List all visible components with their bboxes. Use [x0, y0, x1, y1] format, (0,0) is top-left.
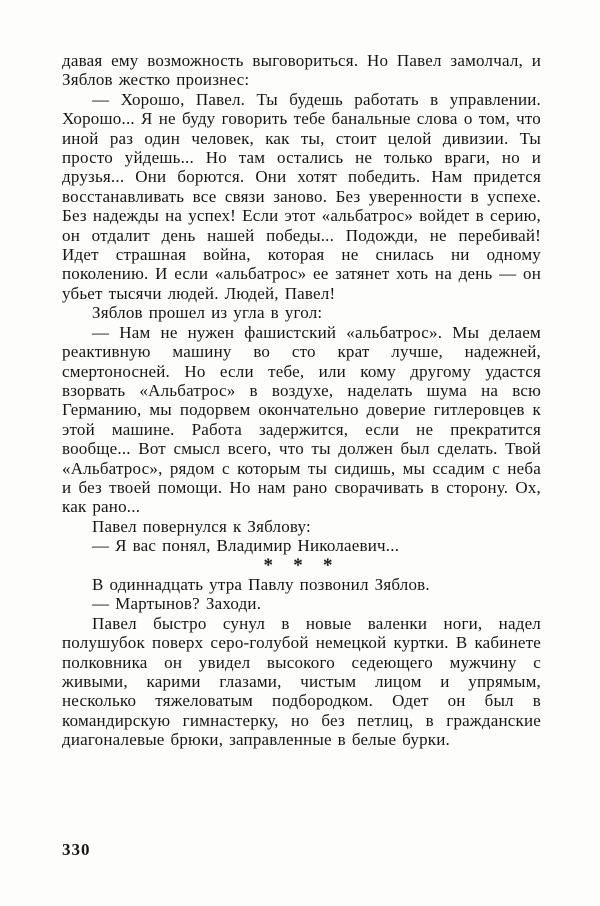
text-block — [62, 51, 541, 750]
body-paragraph: Павел повернулся к Зяблову: — [92, 516, 311, 536]
dialogue-paragraph: — Нам не нужен фашистский «альбатрос». Мы делаем реактивную машину во сто крат лучше, надежней, смертоносней. Но если тебе, или кому другому удастся взорвать «Альбатрос» в воздухе, наделать шума на всю Германию, мы подорвем окончательно доверие гитлеровцев к этой машине. Работа задержится, если не прекратится вообще... Вот смысл всего, что ты должен был сделать. Твой «Альбатрос», рядом с которым ты сидишь, мы ссадим с неба и без твоей помощи. Но нам рано сворачивать в сторону. Ох, как рано... — [62, 322, 541, 517]
dialogue-paragraph: — Я вас понял, Владимир Николаевич... — [92, 536, 400, 556]
page-number: 330 — [62, 840, 91, 859]
dialogue-paragraph: — Мартынов? Заходи. — [92, 594, 262, 614]
dialogue-paragraph: — Хорошо, Павел. Ты будешь работать в управлении. Хорошо... Я не буду говорить тебе банальные слова о том, что иной раз один человек, как ты, стоит целой дивизии. Ты просто уйдешь... Но там остались не только враги, но и друзья... Они борются. Они хотят победить. Нам придется восстанавливать все связи заново. Без уверенности в успехе. Без надежды на успех! Если этот «альбатрос» войдет в серию, он отдалит день нашей победы... Подожди, не перебивай! Идет страшная война, которая не снилась ни одному поколению. И если «альбатрос» ее затянет хоть на день — он убьет тысячи людей. Людей, Павел! — [62, 89, 541, 303]
body-paragraph: давая ему возможность выговориться. Но Павел замолчал, и Зяблов жестко произнес: — [62, 51, 541, 90]
body-paragraph: Зяблов прошел из угла в угол: — [92, 303, 323, 323]
body-paragraph: В одиннадцать утра Павлу позвонил Зяблов. — [92, 574, 430, 594]
body-paragraph: Павел быстро сунул в новые валенки ноги, надел полушубок поверх серо-голубой немецкой куртки. В кабинете полковника он увидел высокого седеющего мужчину с живыми, карими глазами, чистым лицом и упрямым, несколько тяжеловатым подбородком. Одет он был в командирскую гимнастерку, но без петлиц, в гражданские диагоналевые брюки, заправленные в белые бурки. — [62, 613, 541, 750]
section-break: * * * — [263, 554, 340, 576]
